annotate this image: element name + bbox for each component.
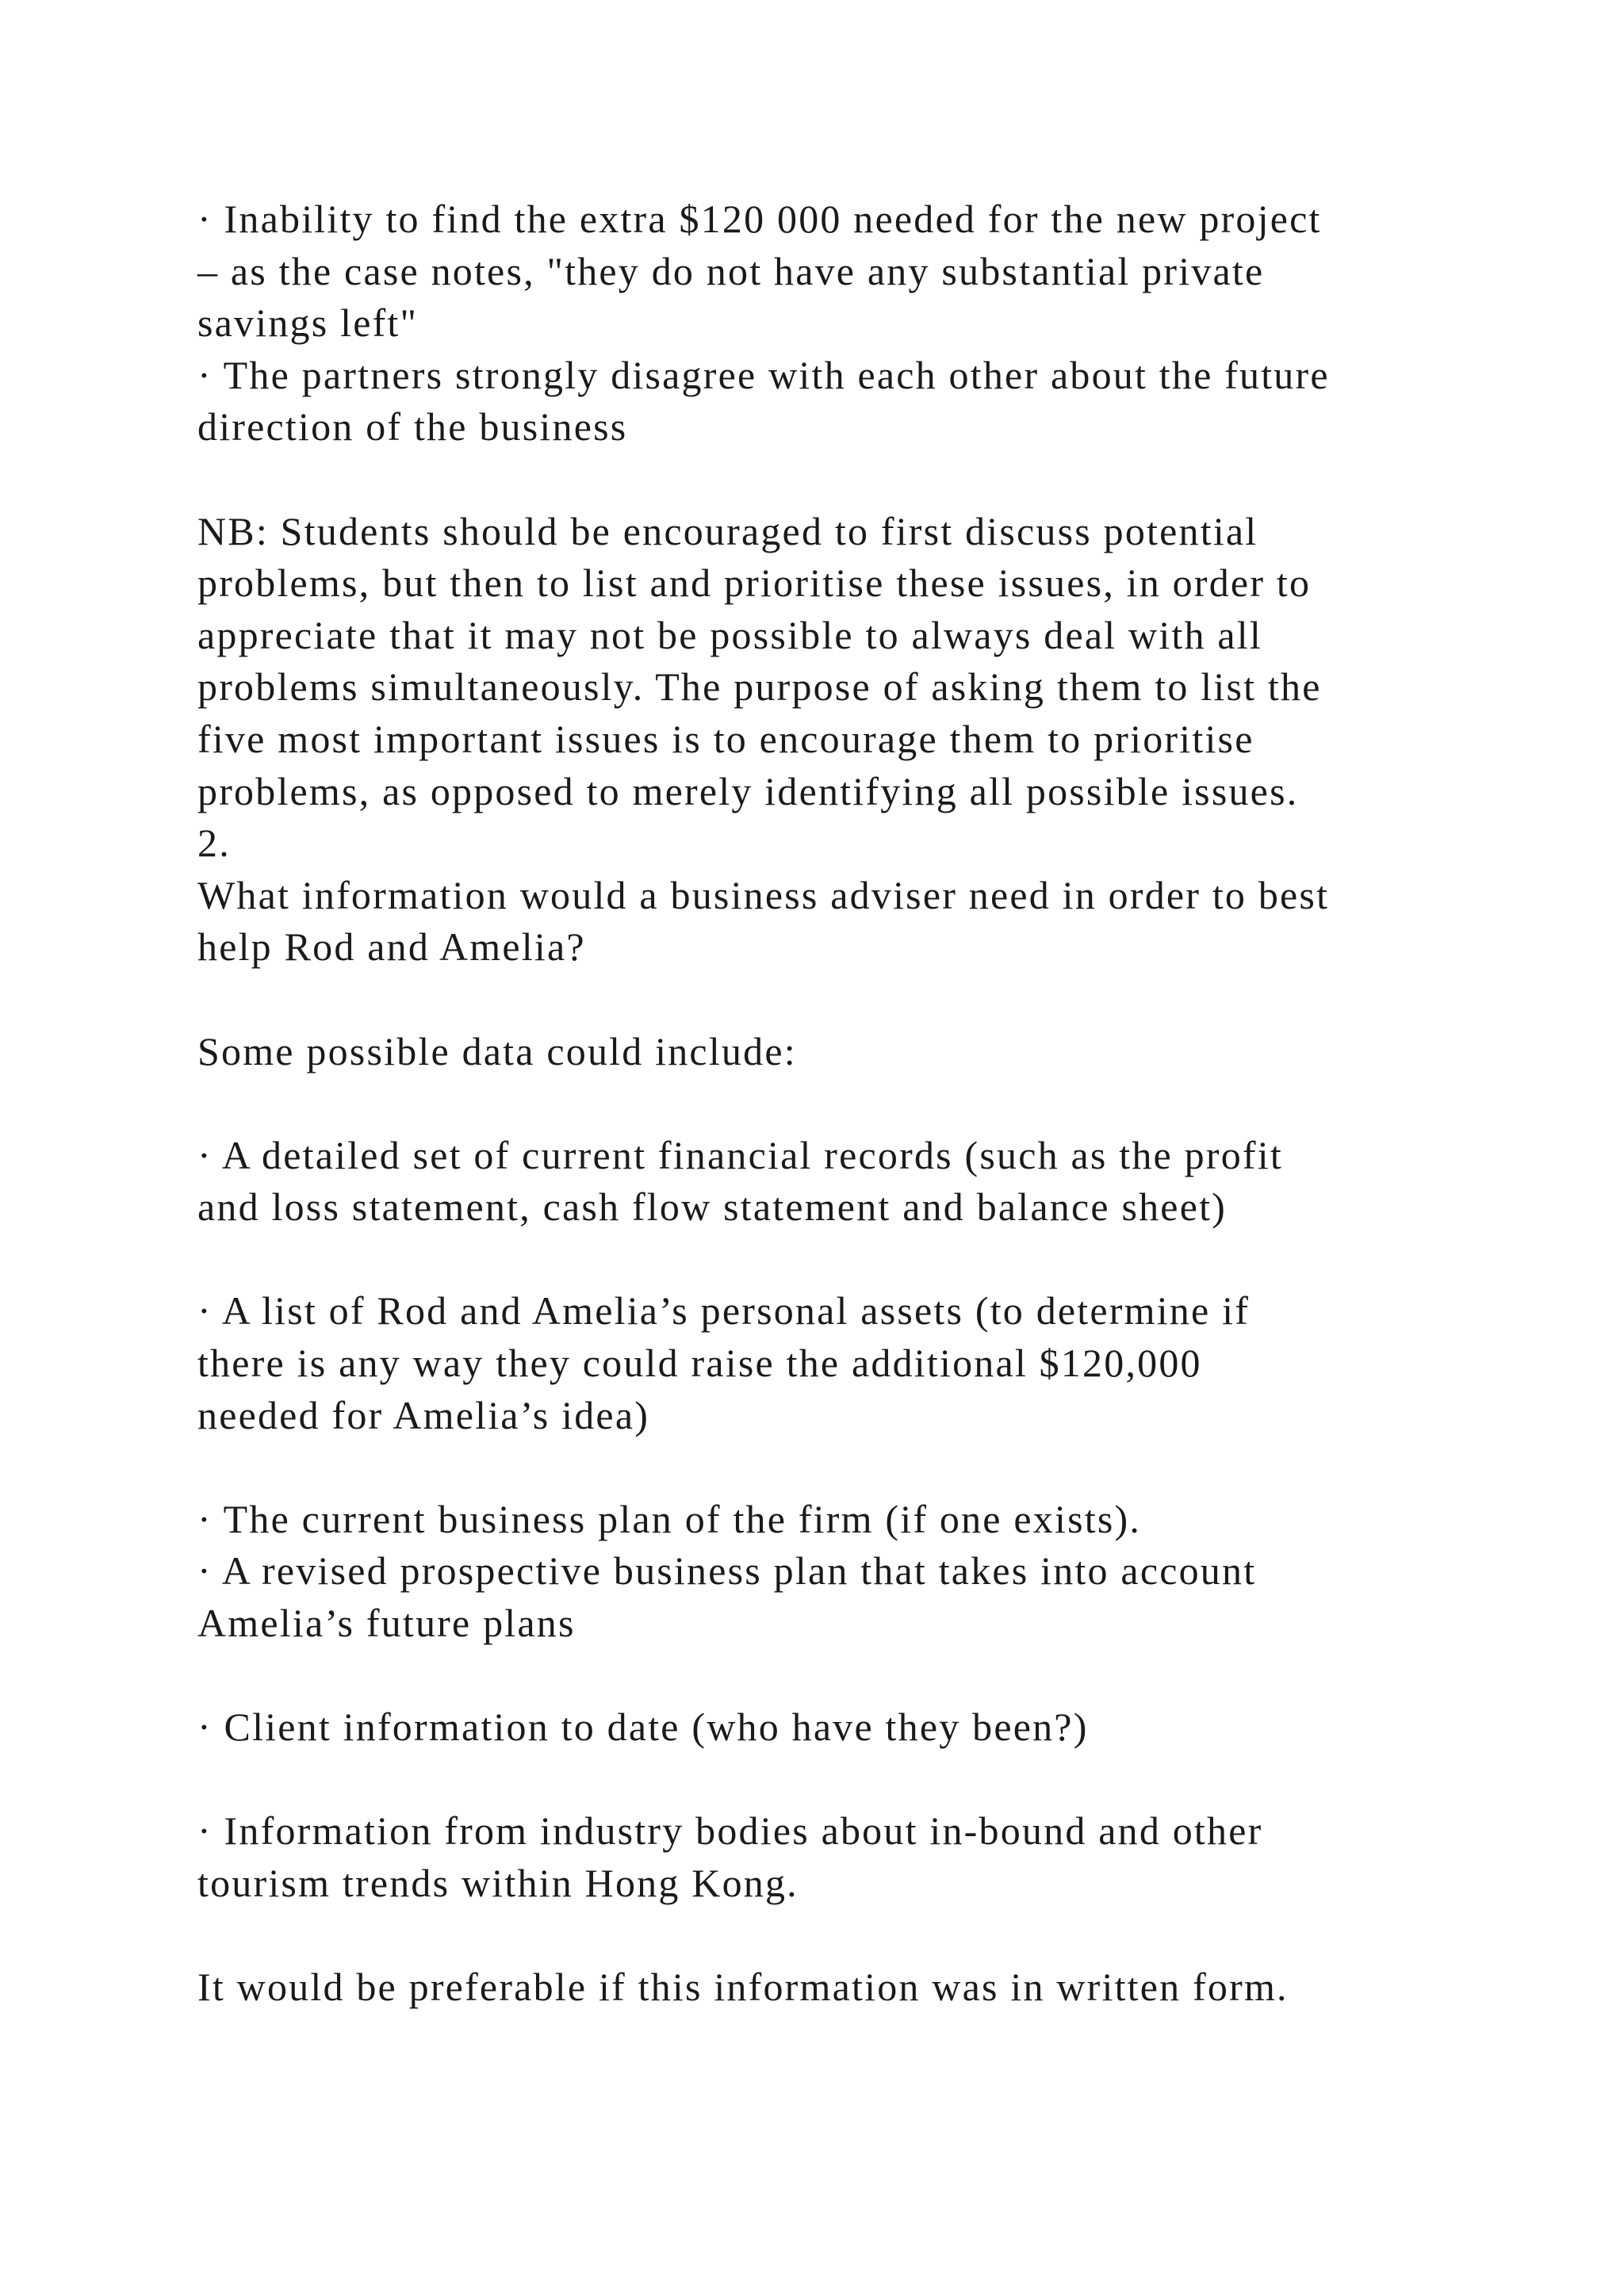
text-line: NB: Students should be encouraged to first discuss potential bbox=[197, 508, 1258, 553]
text-line: tourism trends within Hong Kong. bbox=[197, 1861, 799, 1905]
text-line: problems simultaneously. The purpose of asking them to list the bbox=[197, 664, 1322, 710]
blank-line bbox=[197, 974, 1561, 1026]
text-line: What information would a business adviser need in order to best bbox=[197, 872, 1330, 917]
text-line: there is any way they could raise the additional $120,000 bbox=[197, 1341, 1202, 1386]
blank-line bbox=[197, 1077, 1561, 1130]
blank-line bbox=[197, 1754, 1561, 1806]
text-line: · The current business plan of the firm (if one exists). bbox=[197, 1496, 1142, 1541]
text-line: 2. bbox=[197, 821, 231, 866]
text-line: Some possible data could include: bbox=[197, 1028, 797, 1073]
blank-line bbox=[197, 1234, 1561, 1286]
text-line: and loss statement, cash flow statement and balance sheet) bbox=[197, 1184, 1228, 1230]
text-line: appreciate that it may not be possible to always deal with all bbox=[197, 612, 1262, 657]
blank-line bbox=[197, 1650, 1561, 1702]
text-line: needed for Amelia’s idea) bbox=[197, 1392, 650, 1437]
text-line: · Inability to find the extra $120 000 needed for the new project bbox=[197, 197, 1322, 241]
text-line: savings left" bbox=[197, 300, 419, 346]
text-line: Amelia’s future plans bbox=[197, 1601, 576, 1646]
document-body bbox=[197, 193, 1561, 2014]
text-line: problems, but then to list and prioritise these issues, in order to bbox=[197, 561, 1312, 606]
blank-line bbox=[197, 1441, 1561, 1494]
text-line: It would be preferable if this information was in written form. bbox=[197, 1965, 1289, 2010]
text-line: help Rod and Amelia? bbox=[197, 924, 586, 970]
text-line: problems, as opposed to merely identifying all possible issues. bbox=[197, 768, 1299, 813]
text-line: direction of the business bbox=[197, 404, 628, 450]
text-line: – as the case notes, "they do not have any substantial private bbox=[197, 248, 1265, 293]
text-line: · A list of Rod and Amelia’s personal assets (to determine if bbox=[197, 1288, 1251, 1334]
text-line: · A revised prospective business plan that takes into account bbox=[197, 1548, 1257, 1594]
text-line: · Client information to date (who have they been?) bbox=[197, 1705, 1089, 1750]
text-line: · Information from industry bodies about in-bound and other bbox=[197, 1808, 1263, 1854]
text-line: five most important issues is to encourage them to prioritise bbox=[197, 716, 1254, 761]
text-line: · The partners strongly disagree with each other about the future bbox=[197, 352, 1330, 397]
blank-line bbox=[197, 1910, 1561, 1962]
text-line: · A detailed set of current financial records (such as the profit bbox=[197, 1132, 1283, 1177]
blank-line bbox=[197, 453, 1561, 506]
